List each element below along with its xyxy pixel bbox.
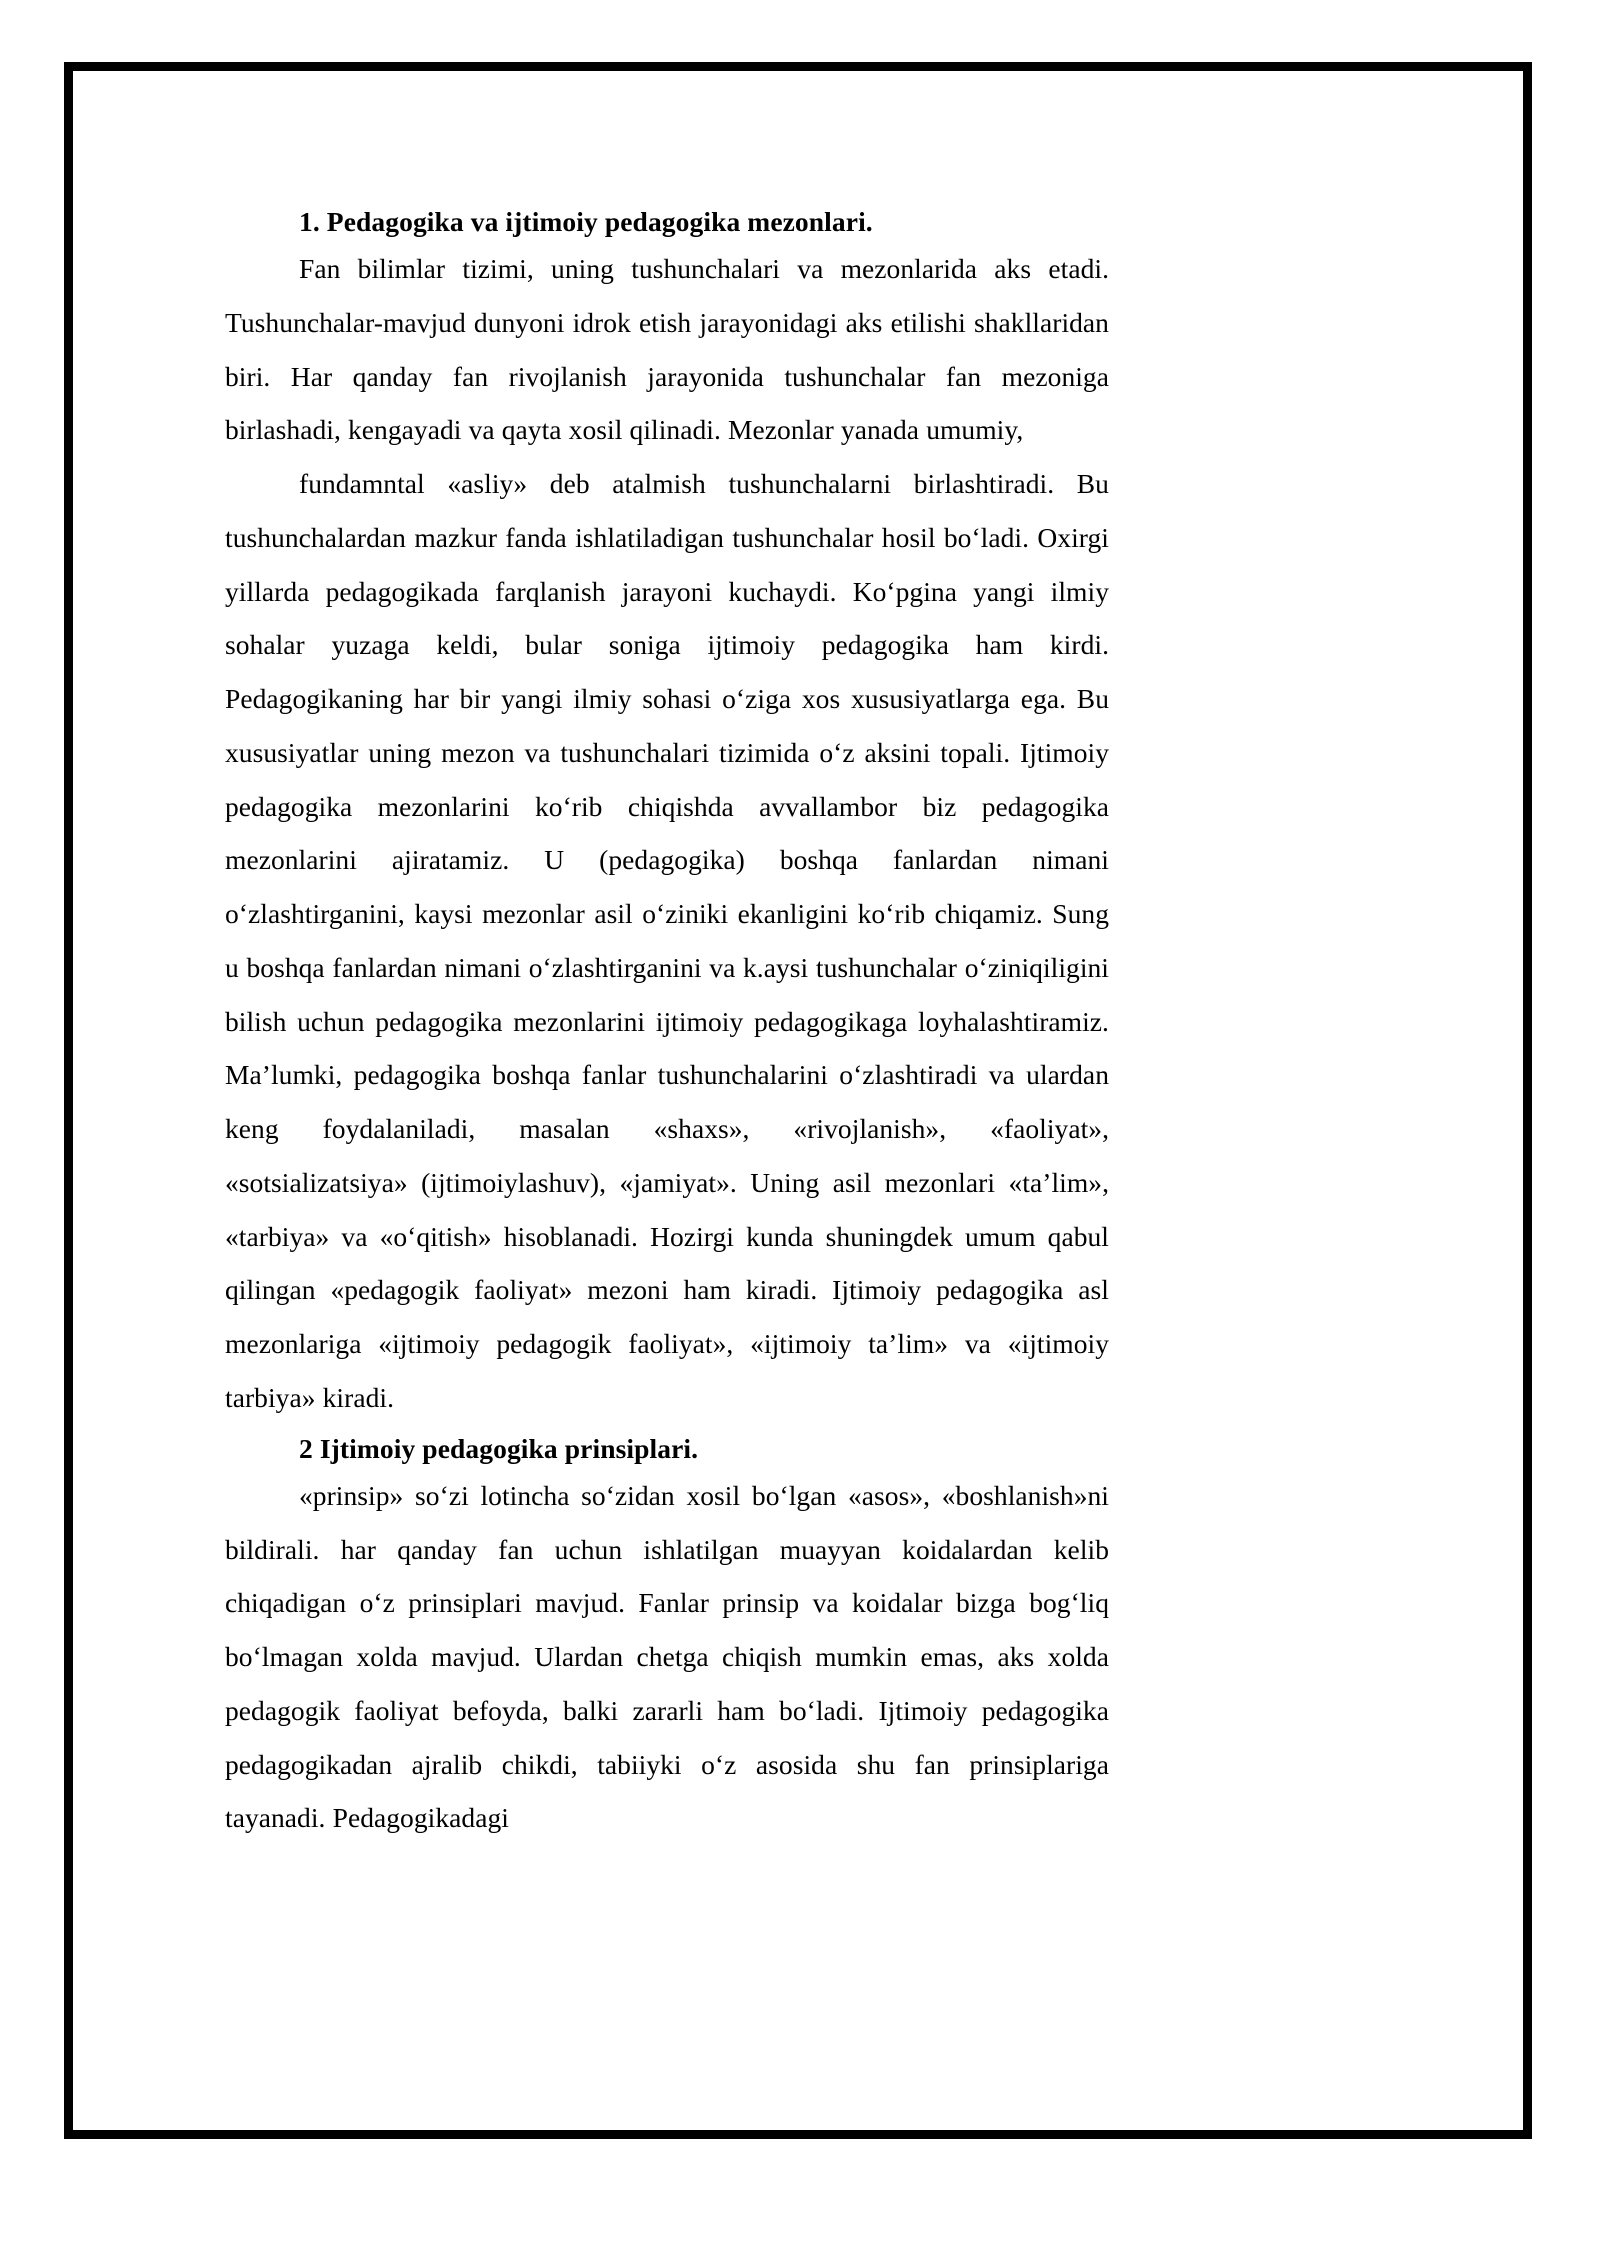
section-2-heading: 2 Ijtimoiy pedagogika prinsiplari. [299,1432,699,1464]
document-content [225,202,1109,1845]
section-2-paragraph-1: «prinsip» so‘zi lotincha so‘zidan xosil bo‘lgan «asos», «boshlanish»ni bildirali. har qanday fan uchun ishlatilgan muayyan koidalardan kelib chiqadigan o‘z prinsiplari mavjud. Fanlar prinsip va koidalar bizga bog‘liq bo‘lmagan xolda mavjud. Ulardan chetga chiqish mumkin emas, aks xolda pedagogik faoliyat befoyda, balki zararli ham bo‘ladi. Ijtimoiy pedagogika pedagogikadan ajralib chikdi, tabiiyki o‘z asosida shu fan prinsiplariga tayanadi. Pedagogikadagi [225,1479,1109,1834]
section-1-paragraph-2: fundamntal «asliy» deb atalmish tushunchalarni birlashtiradi. Bu tushunchalardan mazkur fanda ishlatiladigan tushunchalar hosil bo‘ladi. Oxirgi yillarda pedagogikada farqlanish jarayoni kuchaydi. Ko‘pgina yangi ilmiy sohalar yuzaga keldi, bular soniga ijtimoiy pedagogika ham kirdi. Pedagogikaning har bir yangi ilmiy sohasi o‘ziga xos xususiyatlarga ega. Bu xususiyatlar uning mezon va tushunchalari tizimida o‘z aksini topali. Ijtimoiy pedagogika mezonlarini ko‘rib chiqishda avvallambor biz pedagogika mezonlarini ajiratamiz. U (pedagogika) boshqa fanlardan nimani o‘zlashtirganini, kaysi mezonlar asil o‘ziniki ekanligini ko‘rib chiqamiz. Sung u boshqa fanlardan nimani o‘zlashtirganini va k.aysi tushunchalar o‘ziniqiligini bilish uchun pedagogika mezonlarini ijtimoiy pedagogikaga loyhalashtiramiz. Ma’lumki, pedagogika boshqa fanlar tushunchalarini o‘zlashtiradi va ulardan keng foydalaniladi, masalan «shaxs», «rivojlanish», «faoliyat», «sotsializatsiya» (ijtimoiylashuv), «jamiyat». Uning asil mezonlari «ta’lim», «tarbiya» va «o‘qitish» hisoblanadi. Hozirgi kunda shuningdek umum qabul qilingan «pedagogik faoliyat» mezoni ham kiradi. Ijtimoiy pedagogika asl mezonlariga «ijtimoiy pedagogik faoliyat», «ijtimoiy ta’lim» va «ijtimoiy tarbiya» kiradi. [225,468,1109,1413]
section-1-heading: 1. Pedagogika va ijtimoiy pedagogika mezonlari. [299,206,873,237]
page-border-frame [64,62,1532,2139]
section-1-paragraph-1: Fan bilimlar tizimi, uning tushunchalari va mezonlarida aks etadi. Tushunchalar-mavjud dunyoni idrok etish jarayonidagi aks etilishi shakllaridan biri. Har qanday fan rivojlanish jarayonida tushunchalar fan mezoniga birlashadi, kengayadi va qayta xosil qilinadi. Mezonlar yanada umumiy, [225,253,1109,446]
